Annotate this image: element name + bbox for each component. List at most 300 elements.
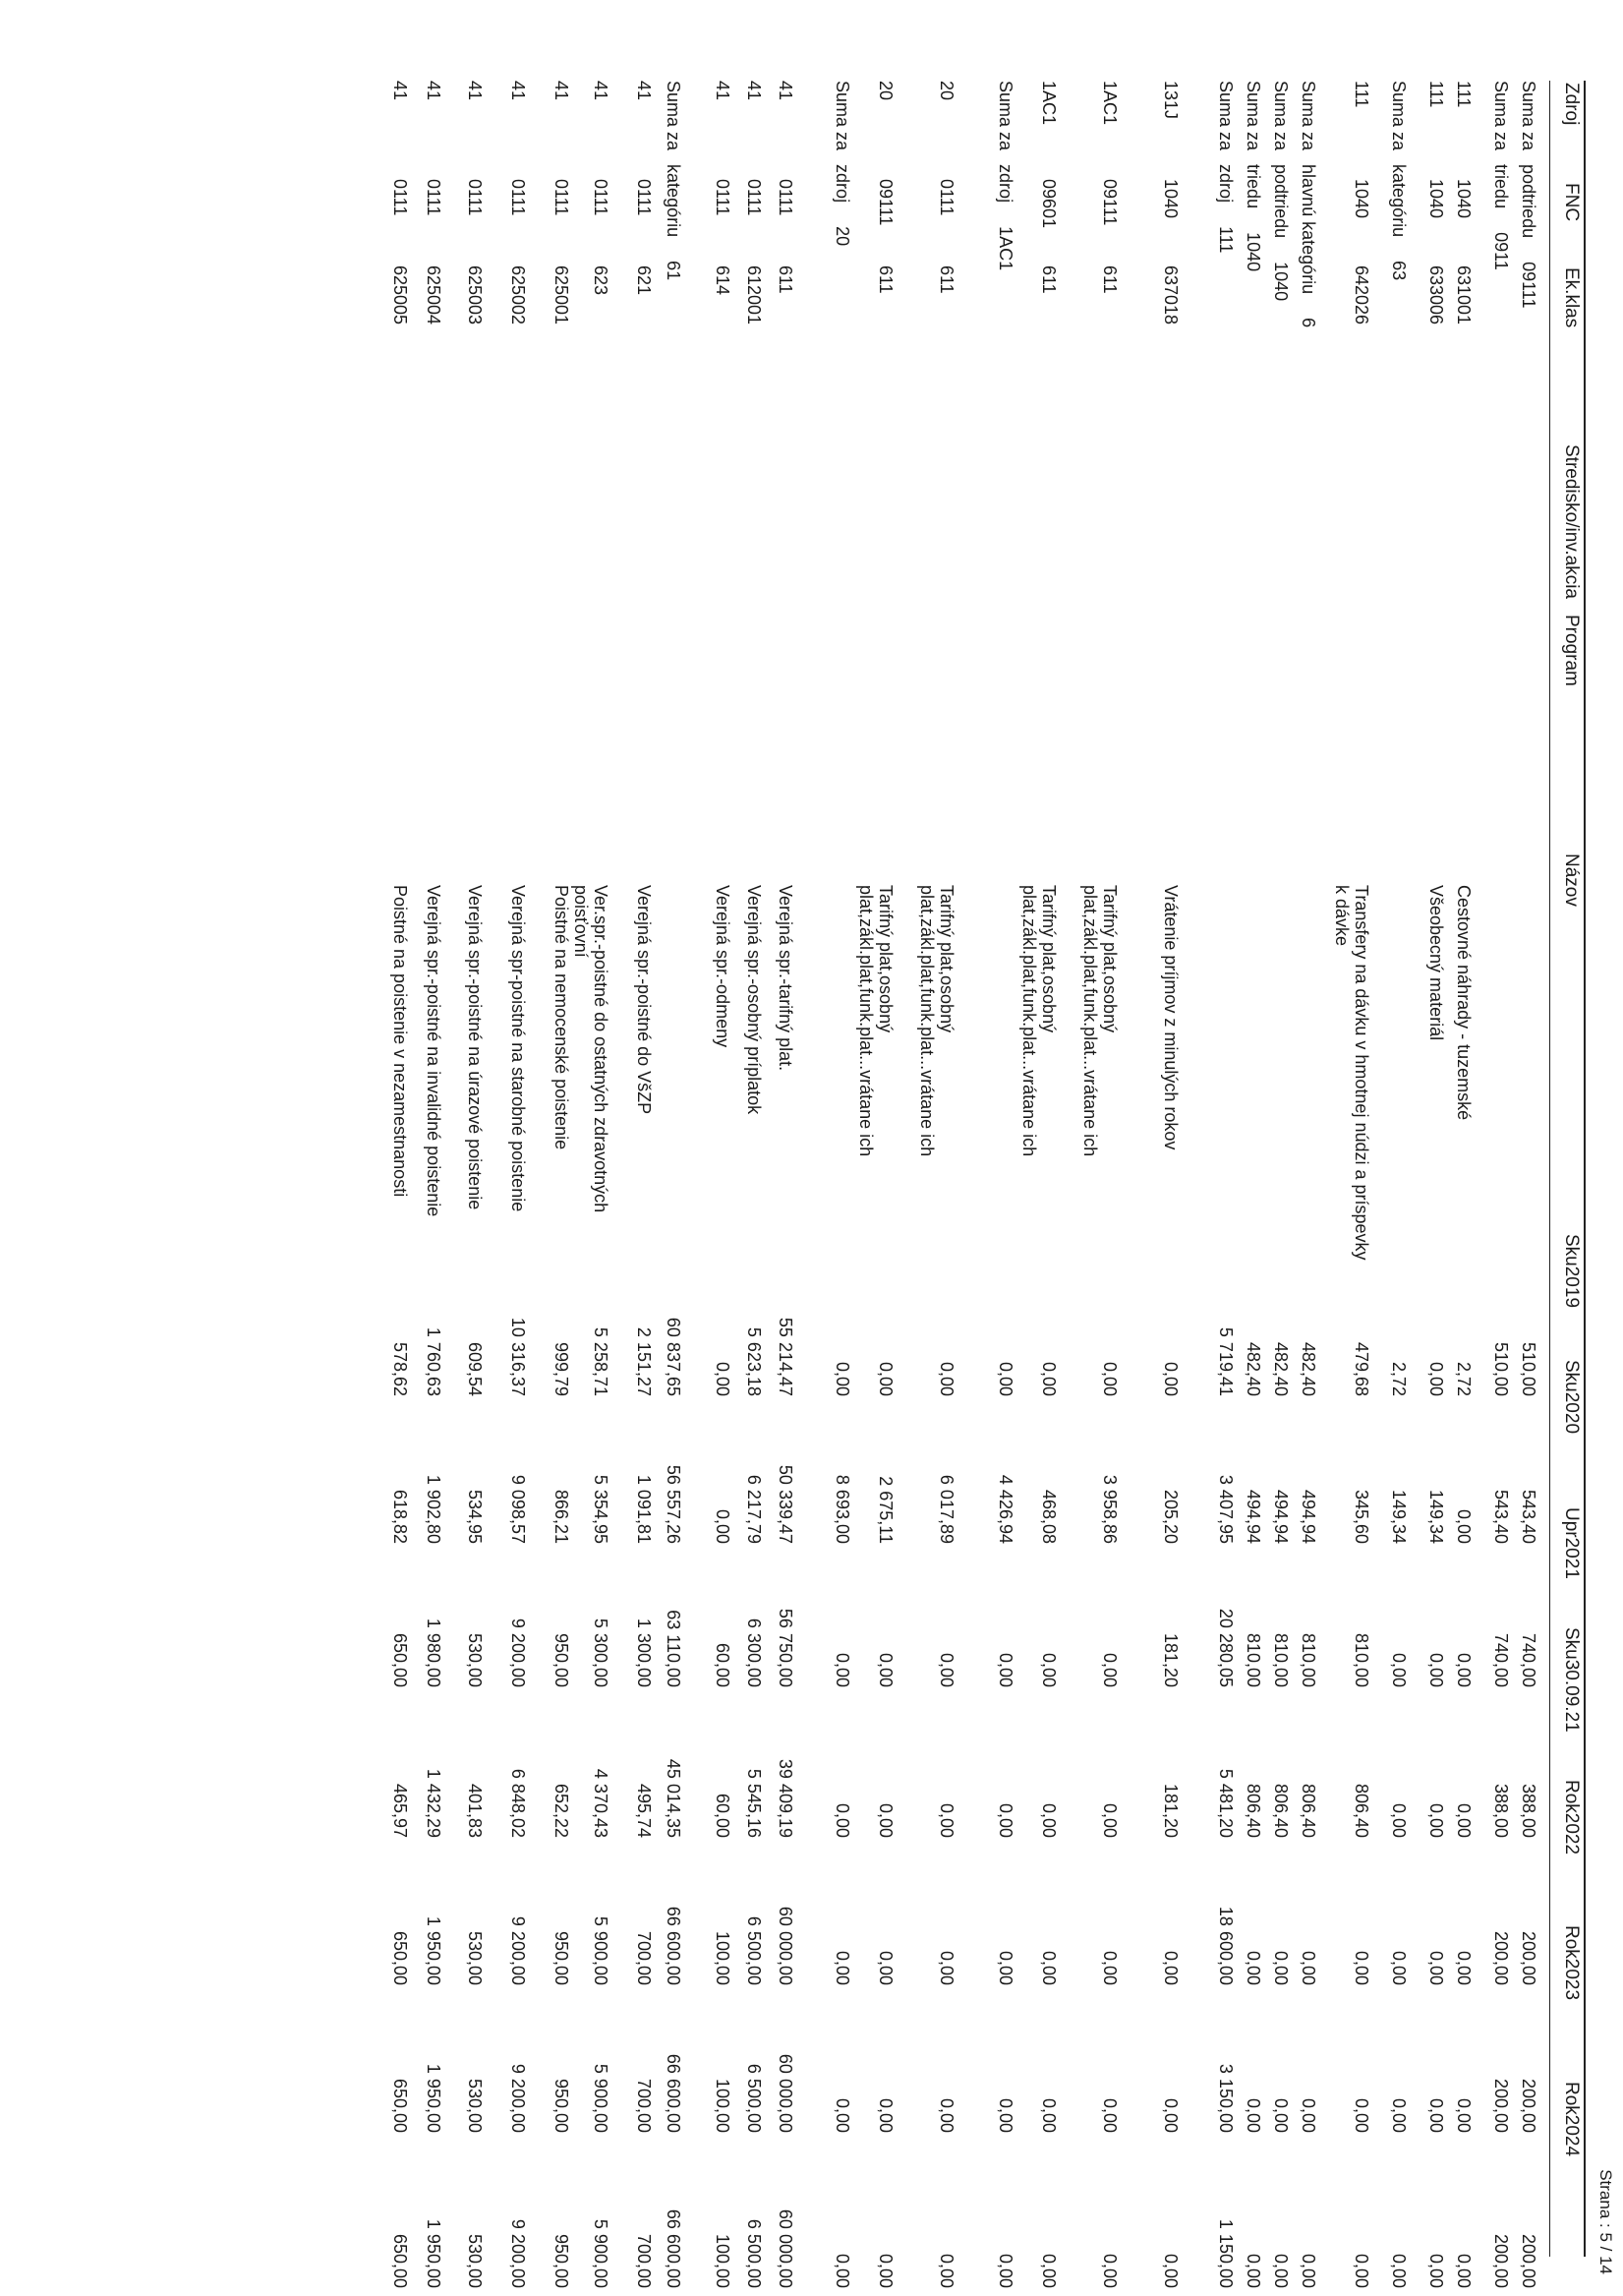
value-cell: 740,00 (1519, 1632, 1538, 1687)
ek-klas-cell: 614 (713, 265, 732, 296)
value-cell: 810,00 (1352, 1632, 1371, 1687)
value-cell: 200,00 (1491, 2078, 1511, 2133)
value-cell: 0,00 (937, 1950, 956, 1985)
value-cell: 9 200,00 (508, 2063, 528, 2133)
value-cell: 6 300,00 (744, 1618, 764, 1687)
nazov-cell: Vrátenie príjmov z minulých rokov (1161, 885, 1181, 1150)
value-cell: 5 354,95 (591, 1474, 610, 1544)
value-cell: 56 750,00 (776, 1608, 795, 1687)
value-cell: 0,00 (1244, 2253, 1263, 2288)
zdroj-cell: 131J (1161, 81, 1181, 120)
sum-row (1263, 81, 1291, 2288)
value-cell: 66 600,00 (664, 2053, 683, 2133)
value-cell: 205,20 (1161, 1489, 1181, 1544)
ek-klas-cell: 611 (876, 265, 896, 294)
fnc-cell: 09111 (1100, 179, 1120, 226)
value-cell: 5 900,00 (591, 2063, 610, 2133)
value-cell: 609,54 (465, 1341, 485, 1396)
table-row (896, 81, 956, 2288)
value-cell: 200,00 (1519, 1930, 1538, 1985)
value-cell: 0,00 (876, 1652, 896, 1687)
table-row (1409, 81, 1446, 2288)
value-cell: 5 719,41 (1216, 1326, 1236, 1396)
value-cell: 0,00 (1161, 1361, 1181, 1396)
zdroj-cell: 41 (390, 81, 410, 101)
value-cell: 0,00 (876, 1950, 896, 1985)
value-cell: 652,22 (551, 1783, 571, 1838)
value-cell: 200,00 (1519, 2233, 1538, 2288)
zdroj-cell: 41 (744, 81, 764, 101)
value-cell: 1 091,81 (634, 1474, 654, 1544)
value-cell: 100,00 (713, 2078, 732, 2133)
table-row (1318, 81, 1371, 2288)
nazov-cell: Ver.spr.-poistné do ostatných zdravotných poisťovní (571, 885, 610, 1213)
value-cell: 5 900,00 (591, 2218, 610, 2288)
value-cell: 482,40 (1244, 1341, 1263, 1396)
value-cell: 482,40 (1299, 1341, 1318, 1396)
value-cell: 60,00 (713, 1793, 732, 1838)
nazov-cell: Verejná spr.-tarifný plat. (776, 885, 795, 1072)
nazov-cell: Tarifný plat,osobný plat,zákl.plat,funk.plat...vrátane ich (917, 885, 956, 1157)
value-cell: 200,00 (1491, 1930, 1511, 1985)
value-cell: 0,00 (1389, 1652, 1409, 1687)
value-cell: 0,00 (1454, 1652, 1474, 1687)
sum-label: Suma zapodtriedu1040 (1271, 81, 1291, 302)
col-rok2022: Rok2022 (1561, 1780, 1582, 1855)
value-cell: 0,00 (1039, 1652, 1059, 1687)
zdroj-cell: 20 (876, 81, 896, 101)
value-cell: 530,00 (465, 2078, 485, 2133)
value-cell: 60 000,00 (776, 2053, 795, 2133)
ek-klas-cell: 625002 (508, 265, 528, 325)
value-cell: 0,00 (1100, 1652, 1120, 1687)
ek-klas-cell: 611 (937, 265, 956, 294)
table-row (683, 81, 732, 2288)
empty-cell (795, 885, 852, 1268)
zdroj-cell: 1AC1 (1039, 81, 1059, 126)
sum-label: Suma zakategóriu61 (664, 81, 683, 281)
value-cell: 5 623,18 (744, 1326, 764, 1396)
value-cell: 39 409,19 (776, 1758, 795, 1838)
fnc-cell: 0111 (424, 179, 443, 216)
fnc-cell: 0111 (713, 179, 732, 216)
nazov-cell: Tarifný plat,osobný plat,zákl.plat,funk.plat...vrátane ich (1080, 885, 1120, 1157)
value-cell: 810,00 (1244, 1632, 1263, 1687)
sum-row (1511, 81, 1538, 2288)
value-cell: 530,00 (465, 2233, 485, 2288)
value-cell: 0,00 (876, 1802, 896, 1838)
value-cell: 9 200,00 (508, 1618, 528, 1687)
nazov-cell: Verejná spr.-poistné na úrazové poistenie (465, 885, 485, 1210)
value-cell: 0,00 (876, 2253, 896, 2288)
ek-klas-cell: 611 (1100, 265, 1120, 294)
value-cell: 0,00 (1426, 1950, 1446, 1985)
value-cell: 0,00 (1426, 1802, 1446, 1838)
nazov-cell: Tarifný plat,osobný plat,zákl.plat,funk.plat...vrátane ich (1019, 885, 1059, 1157)
value-cell: 388,00 (1491, 1783, 1511, 1838)
value-cell: 56 557,26 (664, 1464, 683, 1544)
table-row (443, 81, 485, 2288)
sum-row (654, 81, 683, 2288)
value-cell: 0,00 (1271, 1950, 1291, 1985)
nazov-cell: Verejná spr.-poistné na invalidné poistenie (424, 885, 443, 1217)
header-rule-top (1584, 81, 1586, 2257)
zdroj-cell: 41 (776, 81, 795, 101)
table-row (485, 81, 528, 2288)
table-row (1059, 81, 1120, 2288)
fnc-cell: 0111 (551, 179, 571, 216)
table-row (365, 81, 410, 2288)
value-cell: 0,00 (937, 2097, 956, 2133)
page-number: Strana : 5 / 14 (1596, 2169, 1615, 2274)
value-cell: 495,74 (634, 1783, 654, 1838)
zdroj-cell: 41 (508, 81, 528, 101)
value-cell: 0,00 (937, 1361, 956, 1396)
value-cell: 3 407,95 (1216, 1474, 1236, 1544)
value-cell: 60 000,00 (776, 2208, 795, 2288)
value-cell: 0,00 (1100, 2253, 1120, 2288)
value-cell: 66 600,00 (664, 2208, 683, 2288)
table-row (571, 81, 610, 2288)
sum-row (1291, 81, 1318, 2288)
value-cell: 1 150,00 (1216, 2218, 1236, 2288)
ek-klas-cell: 623 (591, 265, 610, 296)
fnc-cell: 0111 (776, 179, 795, 216)
ek-klas-cell: 625003 (465, 265, 485, 325)
value-cell: 20 280,05 (1216, 1608, 1236, 1687)
col-rok2023: Rok2023 (1561, 1925, 1582, 2001)
ek-klas-cell: 625004 (424, 265, 443, 325)
value-cell: 494,94 (1299, 1489, 1318, 1544)
col-rok2024: Rok2024 (1561, 2082, 1582, 2157)
value-cell: 810,00 (1299, 1632, 1318, 1687)
value-cell: 1 980,00 (424, 1618, 443, 1687)
value-cell: 618,82 (390, 1489, 410, 1544)
empty-cell (1236, 885, 1263, 1268)
nazov-cell: Verejná spr.-osobný príplatok (744, 885, 764, 1115)
value-cell: 578,62 (390, 1341, 410, 1396)
value-cell: 181,20 (1161, 1783, 1181, 1838)
value-cell: 18 600,00 (1216, 1906, 1236, 1985)
value-cell: 401,83 (465, 1783, 485, 1838)
value-cell: 0,00 (1271, 2253, 1291, 2288)
table-row (852, 81, 896, 2288)
value-cell: 534,95 (465, 1489, 485, 1544)
fnc-cell: 1040 (1352, 179, 1371, 219)
value-cell: 200,00 (1519, 2078, 1538, 2133)
nazov-cell: Verejná spr-poistné na starobné poistenie (508, 885, 528, 1212)
value-cell: 650,00 (390, 1632, 410, 1687)
table-row (1015, 81, 1059, 2288)
value-cell: 0,00 (713, 1508, 732, 1544)
value-cell: 4 426,94 (996, 1474, 1015, 1544)
value-cell: 6 217,79 (744, 1474, 764, 1544)
value-cell: 530,00 (465, 1930, 485, 1985)
fnc-cell: 0111 (937, 179, 956, 216)
value-cell: 149,34 (1389, 1489, 1409, 1544)
zdroj-cell: 20 (937, 81, 956, 101)
column-headers (1552, 0, 1582, 2296)
ek-klas-cell: 611 (776, 265, 795, 294)
value-cell: 0,00 (833, 1802, 852, 1838)
value-cell: 0,00 (937, 2253, 956, 2288)
value-cell: 1 950,00 (424, 1915, 443, 1985)
ek-klas-cell: 621 (634, 265, 654, 296)
value-cell: 999,79 (551, 1341, 571, 1396)
sum-label: Suma zapodtriedu09111 (1519, 81, 1538, 309)
value-cell: 0,00 (1426, 1652, 1446, 1687)
value-cell: 0,00 (1039, 1950, 1059, 1985)
table-row (1446, 81, 1474, 2288)
value-cell: 0,00 (876, 1361, 896, 1396)
value-cell: 0,00 (1426, 2097, 1446, 2133)
value-cell: 543,40 (1519, 1489, 1538, 1544)
nazov-cell: Verejná spr.-odmeny (713, 885, 732, 1048)
value-cell: 0,00 (937, 1802, 956, 1838)
value-cell: 0,00 (1039, 2253, 1059, 2288)
col-program: Program (1561, 615, 1582, 686)
value-cell: 700,00 (634, 2233, 654, 2288)
value-cell: 1 902,80 (424, 1474, 443, 1544)
value-cell: 5 900,00 (591, 1915, 610, 1985)
value-cell: 0,00 (1454, 1802, 1474, 1838)
value-cell: 0,00 (1244, 1950, 1263, 1985)
fnc-cell: 0111 (634, 179, 654, 216)
ek-klas-cell: 611 (1039, 265, 1059, 294)
value-cell: 2,72 (1389, 1361, 1409, 1396)
ek-klas-cell: 631001 (1454, 265, 1474, 325)
table-row (764, 81, 795, 2288)
value-cell: 0,00 (1389, 2253, 1409, 2288)
table-row (732, 81, 764, 2288)
value-cell: 494,94 (1271, 1489, 1291, 1544)
ek-klas-cell: 633006 (1426, 265, 1446, 325)
value-cell: 0,00 (996, 2253, 1015, 2288)
sum-label: Suma zatriedu1040 (1244, 81, 1263, 272)
value-cell: 0,00 (996, 1652, 1015, 1687)
value-cell: 0,00 (833, 2097, 852, 2133)
value-cell: 1 300,00 (634, 1618, 654, 1687)
value-cell: 482,40 (1271, 1341, 1291, 1396)
empty-cell (1181, 885, 1236, 1268)
value-cell: 6 017,89 (937, 1474, 956, 1544)
value-cell: 0,00 (876, 2097, 896, 2133)
value-cell: 0,00 (1389, 2097, 1409, 2133)
value-cell: 388,00 (1519, 1783, 1538, 1838)
zdroj-cell: 41 (591, 81, 610, 101)
value-cell: 806,40 (1271, 1783, 1291, 1838)
fnc-cell: 0111 (744, 179, 764, 216)
value-cell: 810,00 (1271, 1632, 1291, 1687)
zdroj-cell: 41 (713, 81, 732, 101)
table-row (610, 81, 654, 2288)
value-cell: 10 316,37 (508, 1317, 528, 1396)
value-cell: 4 370,43 (591, 1768, 610, 1838)
value-cell: 5 258,71 (591, 1326, 610, 1396)
sum-row (1236, 81, 1263, 2288)
zdroj-cell: 111 (1352, 81, 1371, 108)
value-cell: 50 339,47 (776, 1464, 795, 1544)
fnc-cell: 09111 (876, 179, 896, 226)
zdroj-cell: 41 (634, 81, 654, 101)
sum-label: Suma zatriedu0911 (1491, 81, 1511, 270)
value-cell: 0,00 (1454, 1508, 1474, 1544)
fnc-cell: 1040 (1161, 179, 1181, 219)
value-cell: 530,00 (465, 1632, 485, 1687)
value-cell: 55 214,47 (776, 1317, 795, 1396)
sum-row (1371, 81, 1409, 2288)
sum-row (1474, 81, 1511, 2288)
zdroj-cell: 41 (551, 81, 571, 101)
value-cell: 1 432,29 (424, 1768, 443, 1838)
value-cell: 0,00 (996, 2097, 1015, 2133)
value-cell: 149,34 (1426, 1489, 1446, 1544)
empty-cell (1263, 885, 1291, 1268)
empty-cell (1371, 885, 1409, 1268)
sum-label: Suma zazdroj1AC1 (996, 81, 1015, 271)
nazov-cell: Tarifný plat,osobný plat,zákl.plat,funk.plat...vrátane ich (856, 885, 896, 1157)
fnc-cell: 09601 (1039, 179, 1059, 229)
empty-cell (956, 885, 1015, 1268)
table-row (528, 81, 571, 2288)
value-cell: 0,00 (1100, 1950, 1120, 1985)
value-cell: 0,00 (1352, 1950, 1371, 1985)
header-rule-bottom (1549, 81, 1550, 2257)
value-cell: 2 675,11 (876, 1476, 896, 1544)
value-cell: 650,00 (390, 1930, 410, 1985)
value-cell: 0,00 (1161, 2097, 1181, 2133)
value-cell: 9 200,00 (508, 2218, 528, 2288)
zdroj-cell: 41 (424, 81, 443, 101)
value-cell: 494,94 (1244, 1489, 1263, 1544)
value-cell: 950,00 (551, 1930, 571, 1985)
fnc-cell: 0111 (390, 179, 410, 216)
value-cell: 0,00 (713, 1361, 732, 1396)
fnc-cell: 1040 (1454, 179, 1474, 219)
nazov-cell: Cestovné náhrady - tuzemské (1454, 885, 1474, 1121)
value-cell: 2 151,27 (634, 1326, 654, 1396)
value-cell: 0,00 (1454, 2097, 1474, 2133)
value-cell: 700,00 (634, 2078, 654, 2133)
value-cell: 60 837,65 (664, 1317, 683, 1396)
value-cell: 0,00 (1244, 2097, 1263, 2133)
value-cell: 806,40 (1299, 1783, 1318, 1838)
col-nazov: Názov (1561, 854, 1582, 907)
value-cell: 0,00 (1100, 1802, 1120, 1838)
value-cell: 806,40 (1244, 1783, 1263, 1838)
value-cell: 6 500,00 (744, 2218, 764, 2288)
fnc-cell: 0111 (465, 179, 485, 216)
value-cell: 0,00 (1426, 1361, 1446, 1396)
value-cell: 0,00 (996, 1361, 1015, 1396)
value-cell: 6 500,00 (744, 2063, 764, 2133)
value-cell: 345,60 (1352, 1489, 1371, 1544)
value-cell: 0,00 (1454, 1950, 1474, 1985)
value-cell: 45 014,35 (664, 1758, 683, 1838)
value-cell: 0,00 (996, 1950, 1015, 1985)
value-cell: 1 950,00 (424, 2218, 443, 2288)
col-zdroj: Zdroj (1561, 83, 1582, 126)
value-cell: 0,00 (1161, 2253, 1181, 2288)
value-cell: 510,00 (1519, 1341, 1538, 1396)
value-cell: 200,00 (1491, 2233, 1511, 2288)
value-cell: 700,00 (634, 1930, 654, 1985)
value-cell: 0,00 (1100, 2097, 1120, 2133)
value-cell: 0,00 (1039, 1361, 1059, 1396)
value-cell: 0,00 (833, 1361, 852, 1396)
fnc-cell: 0111 (591, 179, 610, 216)
zdroj-cell: 1AC1 (1100, 81, 1120, 126)
ek-klas-cell: 642026 (1352, 265, 1371, 325)
nazov-cell: Transfery na dávku v hmotnej núdzi a príspevky k dávke (1332, 885, 1371, 1261)
value-cell: 0,00 (1039, 2097, 1059, 2133)
empty-cell (654, 885, 683, 1268)
nazov-cell: Poistné na poistenie v nezamestnanosti (390, 885, 410, 1198)
value-cell: 100,00 (713, 2233, 732, 2288)
value-cell: 0,00 (1100, 1361, 1120, 1396)
value-cell: 0,00 (1389, 1950, 1409, 1985)
value-cell: 0,00 (833, 2253, 852, 2288)
value-cell: 465,97 (390, 1783, 410, 1838)
value-cell: 806,40 (1352, 1783, 1371, 1838)
value-cell: 0,00 (1039, 1802, 1059, 1838)
value-cell: 5 481,20 (1216, 1768, 1236, 1838)
value-cell: 0,00 (1161, 1950, 1181, 1985)
nazov-cell: Verejná spr.-poistné do VšZP (634, 885, 654, 1115)
value-cell: 650,00 (390, 2233, 410, 2288)
zdroj-cell: 41 (465, 81, 485, 101)
value-cell: 0,00 (1271, 2097, 1291, 2133)
value-cell: 950,00 (551, 1632, 571, 1687)
table-row (1120, 81, 1181, 2288)
value-cell: 181,20 (1161, 1632, 1181, 1687)
fnc-cell: 0111 (508, 179, 528, 216)
value-cell: 3 150,00 (1216, 2063, 1236, 2133)
ek-klas-cell: 625005 (390, 265, 410, 325)
value-cell: 740,00 (1491, 1632, 1511, 1687)
value-cell: 0,00 (1299, 1950, 1318, 1985)
value-cell: 60 000,00 (776, 1906, 795, 1985)
value-cell: 6 500,00 (744, 1915, 764, 1985)
value-cell: 543,40 (1491, 1489, 1511, 1544)
value-cell: 63 110,00 (664, 1610, 683, 1687)
sum-label: Suma zazdroj20 (833, 81, 852, 247)
ek-klas-cell: 637018 (1161, 265, 1181, 325)
value-cell: 5 300,00 (591, 1618, 610, 1687)
col-stredisko: Stredisko/inv.akcia (1561, 444, 1582, 599)
sum-label: Suma zahlavnú kategóriu6 (1299, 81, 1318, 328)
value-cell: 3 958,86 (1100, 1474, 1120, 1544)
value-cell: 0,00 (1389, 1802, 1409, 1838)
fnc-cell: 1040 (1426, 179, 1446, 219)
value-cell: 510,00 (1491, 1341, 1511, 1396)
sum-label: Suma zakategóriu63 (1389, 81, 1409, 281)
zdroj-cell: 111 (1454, 81, 1474, 108)
value-cell: 0,00 (833, 1950, 852, 1985)
value-cell: 468,08 (1039, 1489, 1059, 1544)
value-cell: 9 200,00 (508, 1915, 528, 1985)
value-cell: 100,00 (713, 1930, 732, 1985)
value-cell: 0,00 (1352, 2253, 1371, 2288)
empty-cell (1474, 885, 1511, 1268)
empty-cell (1291, 885, 1318, 1268)
empty-cell (1511, 885, 1538, 1268)
sum-row (956, 81, 1015, 2288)
value-cell: 0,00 (833, 1652, 852, 1687)
value-cell: 950,00 (551, 2233, 571, 2288)
value-cell: 479,68 (1352, 1341, 1371, 1396)
value-cell: 1 760,63 (424, 1326, 443, 1396)
